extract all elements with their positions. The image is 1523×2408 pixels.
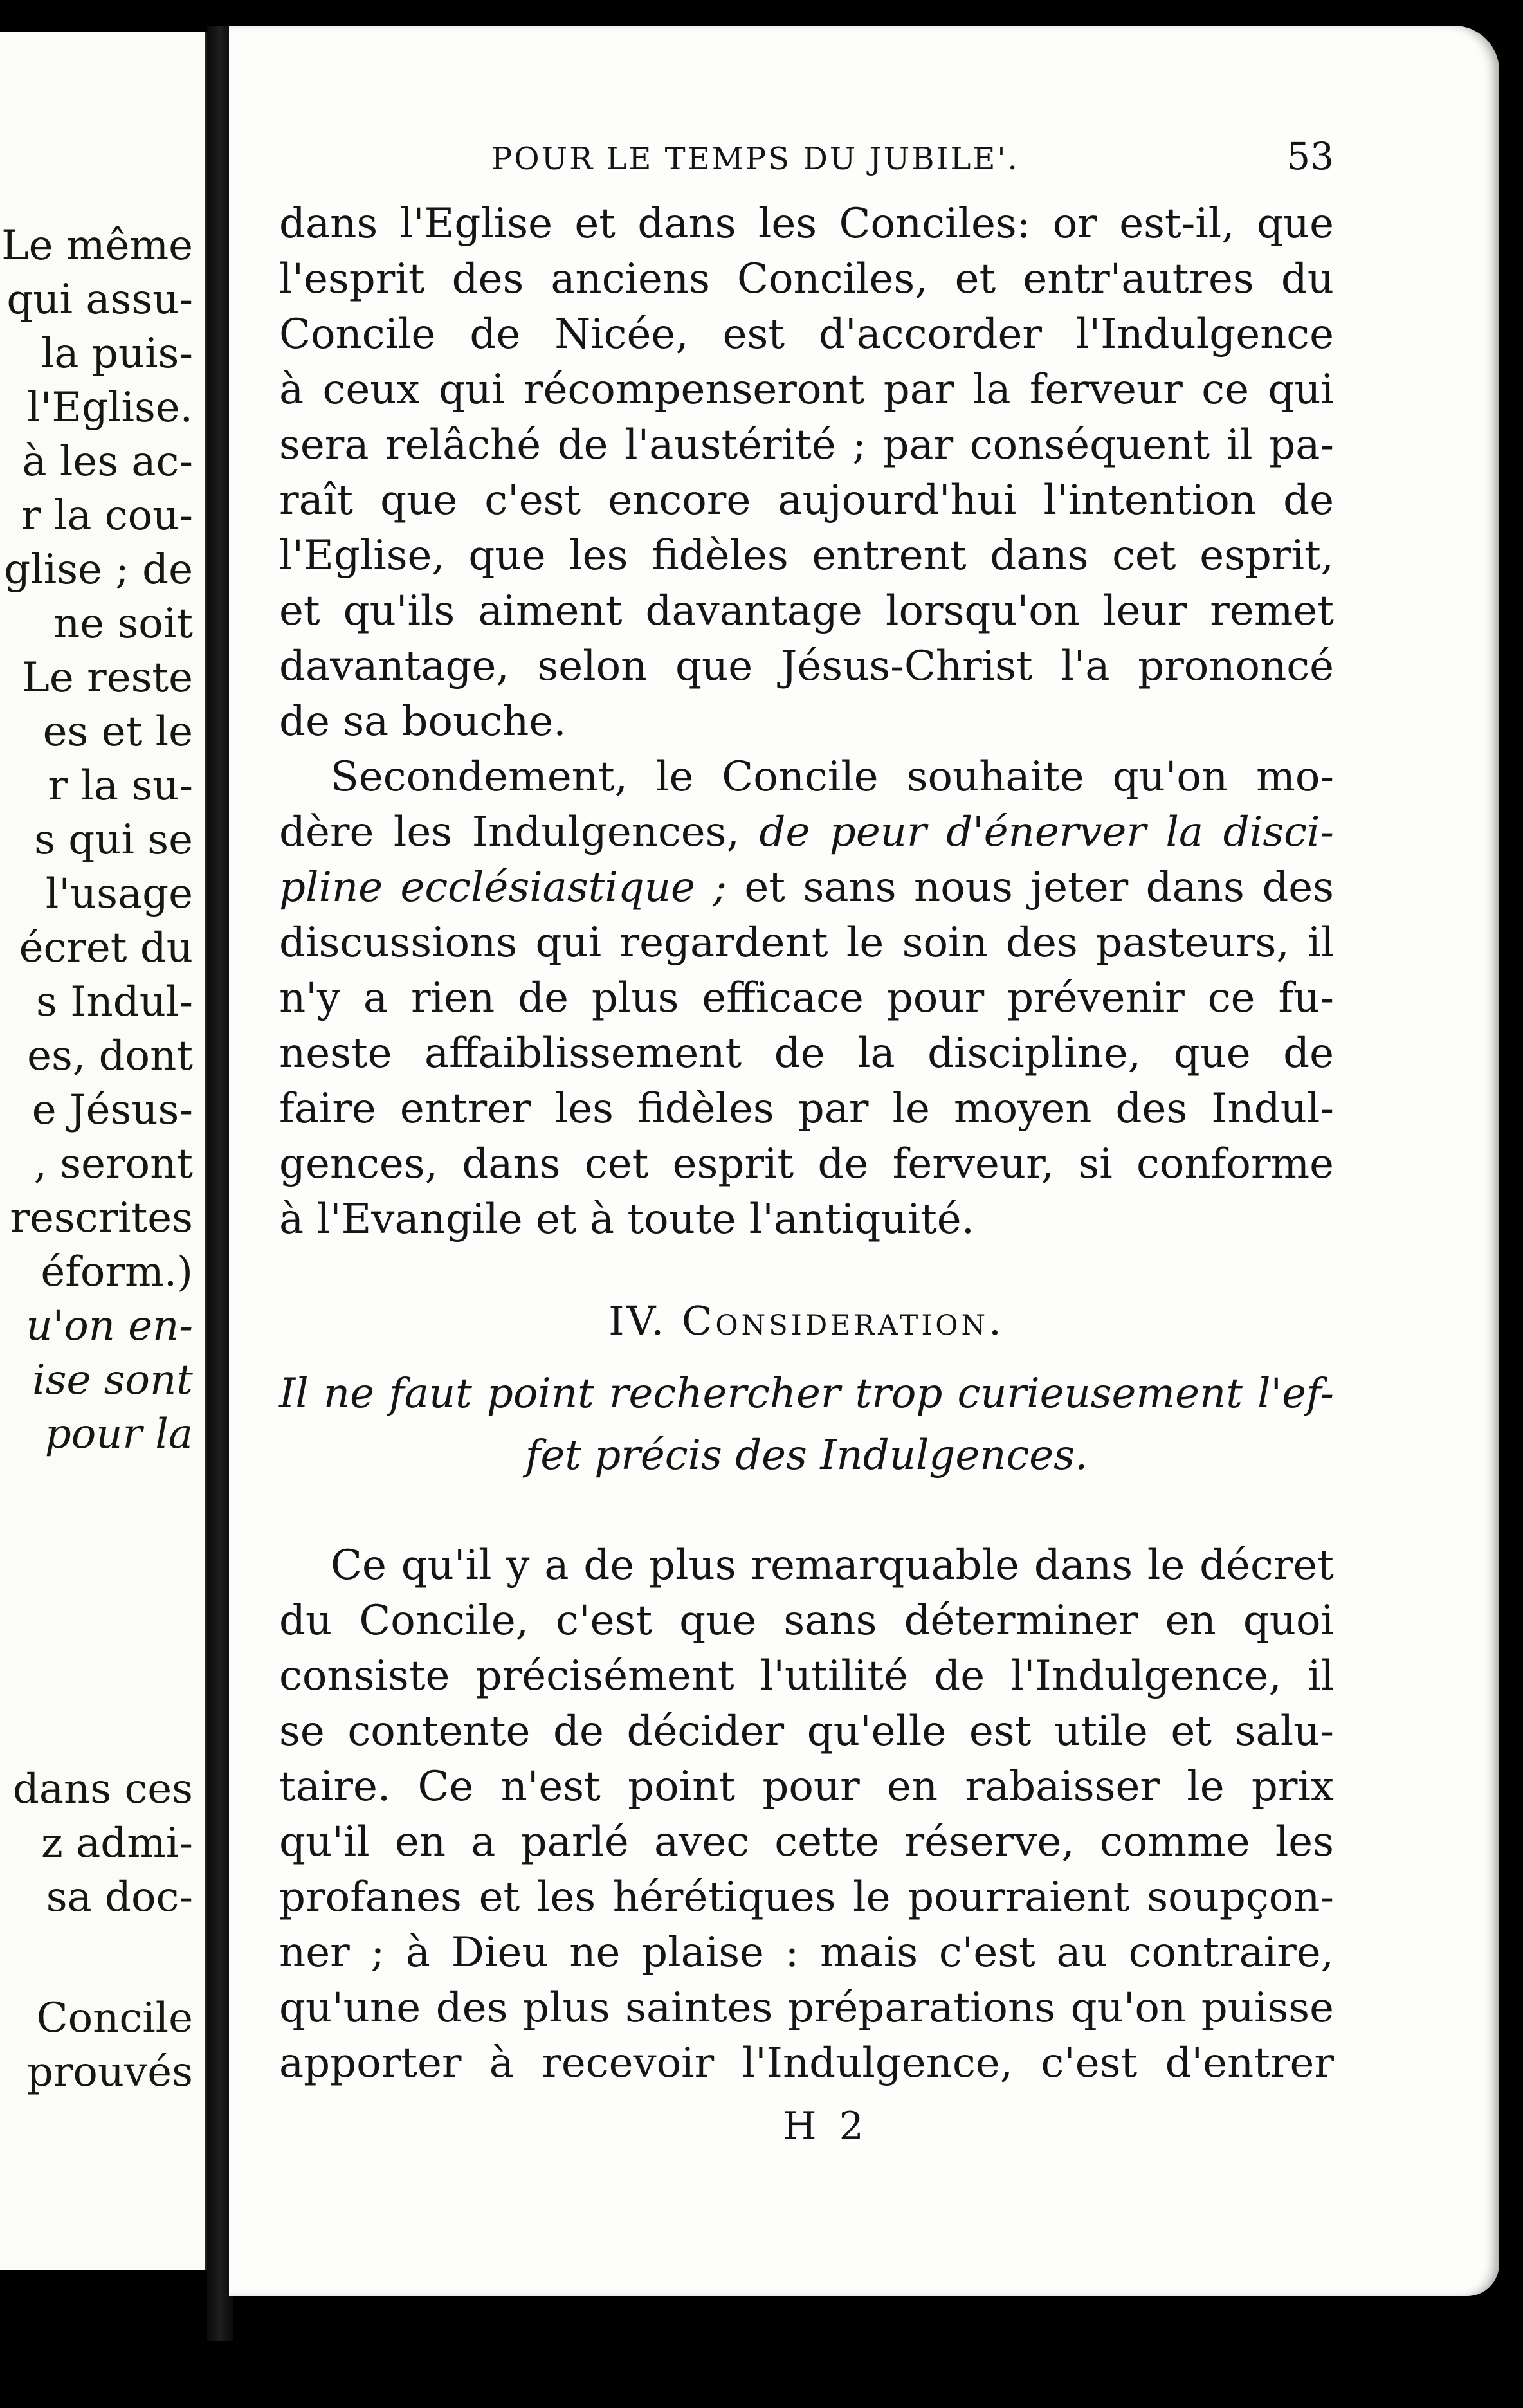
left-line-italic: ise sont (32, 1356, 193, 1404)
text-line: qu'il en a parlé avec cette réserve, comme les (279, 1818, 1334, 1866)
left-line: Le reste (22, 654, 193, 702)
previous-page-fragment (0, 32, 207, 2270)
text-line: à ceux qui récompenseront par la ferveur ce qui (279, 366, 1334, 414)
text-line: apporter à recevoir l'Indulgence, c'est d'entrer (279, 2039, 1334, 2087)
left-line-italic: pour la (44, 1410, 193, 1458)
paragraph-1 (279, 196, 1334, 749)
section-title: Consideration. (681, 1297, 1005, 1344)
text-line: du Concile, c'est que sans déterminer en quoi (279, 1597, 1334, 1645)
text-run: et sans nous jeter dans des (726, 864, 1335, 911)
text-line: et qu'ils aiment davantage lorsqu'on leur remet (279, 587, 1334, 635)
left-line: l'usage (45, 870, 193, 918)
subheading-line: fet précis des Indulgences. (525, 1432, 1088, 1479)
text-line: de sa bouche. (279, 698, 567, 745)
left-line: glise ; de (4, 546, 193, 594)
text-line: profanes et les hérétiques le pourraient soupçon- (279, 1874, 1334, 1921)
italic-run: pline ecclésiastique ; (279, 864, 727, 911)
text-line: sera relâché de l'austérité ; par conséquent il pa- (279, 421, 1334, 469)
previous-page-bottom-lines (0, 1762, 193, 2099)
left-line: éform.) (41, 1248, 193, 1296)
text-line: Secondement, le Concile souhaite qu'on mo- (331, 753, 1334, 801)
text-line: qu'une des plus saintes préparations qu'on puisse (279, 1984, 1334, 2032)
text-line: Ce qu'il y a de plus remarquable dans le décret (331, 1542, 1334, 1589)
text-run: dère les Indulgences, (279, 808, 760, 856)
text-line: à l'Evangile et à toute l'antiquité. (279, 1196, 974, 1243)
left-line: la puis- (41, 330, 193, 378)
paragraph-2 (279, 749, 1334, 1247)
left-line: ne soit (53, 600, 193, 648)
text-line: gences, dans cet esprit de ferveur, si conforme (279, 1140, 1334, 1188)
italic-run: de peur d'énerver la disci- (759, 808, 1335, 856)
page-text-block (279, 125, 1334, 2155)
text-line: consiste précisément l'utilité de l'Indulgence, il (279, 1652, 1334, 1700)
text-line: discussions qui regardent le soin des pasteurs, il (279, 919, 1334, 967)
text-line: taire. Ce n'est point pour en rabaisser le prix (279, 1763, 1334, 1811)
running-head (279, 125, 1334, 196)
text-line: faire entrer les fidèles par le moyen des Indul- (279, 1085, 1334, 1133)
left-line: sa doc- (46, 1874, 193, 1921)
left-line: dans ces (12, 1765, 193, 1813)
section-subheading (279, 1363, 1334, 1486)
signature-mark: H 2 (783, 2104, 869, 2149)
left-line: es et le (42, 708, 193, 756)
text-line: l'Eglise, que les fidèles entrent dans cet esprit, (279, 532, 1334, 579)
text-line: Concile de Nicée, est d'accorder l'Indulgence (279, 311, 1334, 358)
left-line: es, dont (27, 1032, 193, 1080)
text-line-mixed (279, 860, 1334, 915)
left-line: Le même (1, 222, 193, 269)
text-line: se contente de décider qu'elle est utile et salu- (279, 1708, 1334, 1755)
page-number: 53 (1286, 134, 1334, 178)
left-line: à les ac- (22, 438, 193, 486)
left-line: s Indul- (36, 978, 193, 1026)
text-line: dans l'Eglise et dans les Conciles: or est-il, que (279, 200, 1334, 248)
left-line: s qui se (34, 816, 193, 864)
left-line: qui assu- (6, 276, 193, 324)
left-line: prouvés (26, 2048, 193, 2096)
paragraph-3 (279, 1538, 1334, 2091)
text-line: davantage, selon que Jésus-Christ l'a prononcé (279, 643, 1334, 690)
previous-page-top-lines (0, 219, 193, 1461)
text-line: n'y a rien de plus efficace pour prévenir ce fu- (279, 974, 1334, 1022)
left-line: rescrites (10, 1194, 193, 1242)
left-line: z admi- (41, 1820, 193, 1867)
section-number: IV. (608, 1297, 667, 1344)
text-line: ner ; à Dieu ne plaise : mais c'est au contraire, (279, 1929, 1334, 1976)
text-line: neste affaiblissement de la discipline, que de (279, 1030, 1334, 1077)
text-line-mixed (279, 805, 1334, 860)
subheading-line: Il ne faut point rechercher trop curieusement l'ef- (279, 1370, 1334, 1418)
left-line-gap (0, 1924, 193, 1991)
left-line: l'Eglise. (27, 384, 193, 432)
left-line: r la cou- (21, 492, 193, 540)
section-heading (279, 1286, 1334, 1356)
running-head-title: POUR LE TEMPS DU JUBILE'. (491, 141, 1019, 177)
left-line: r la su- (48, 762, 193, 810)
left-line: e Jésus- (32, 1086, 193, 1134)
left-line: , seront (33, 1140, 193, 1188)
text-line: raît que c'est encore aujourd'hui l'intention de (279, 477, 1334, 524)
left-line: Concile (36, 1994, 193, 2042)
text-line: l'esprit des anciens Conciles, et entr'autres du (279, 255, 1334, 303)
left-line-italic: u'on en- (26, 1302, 193, 1350)
left-line: écret du (19, 924, 193, 972)
